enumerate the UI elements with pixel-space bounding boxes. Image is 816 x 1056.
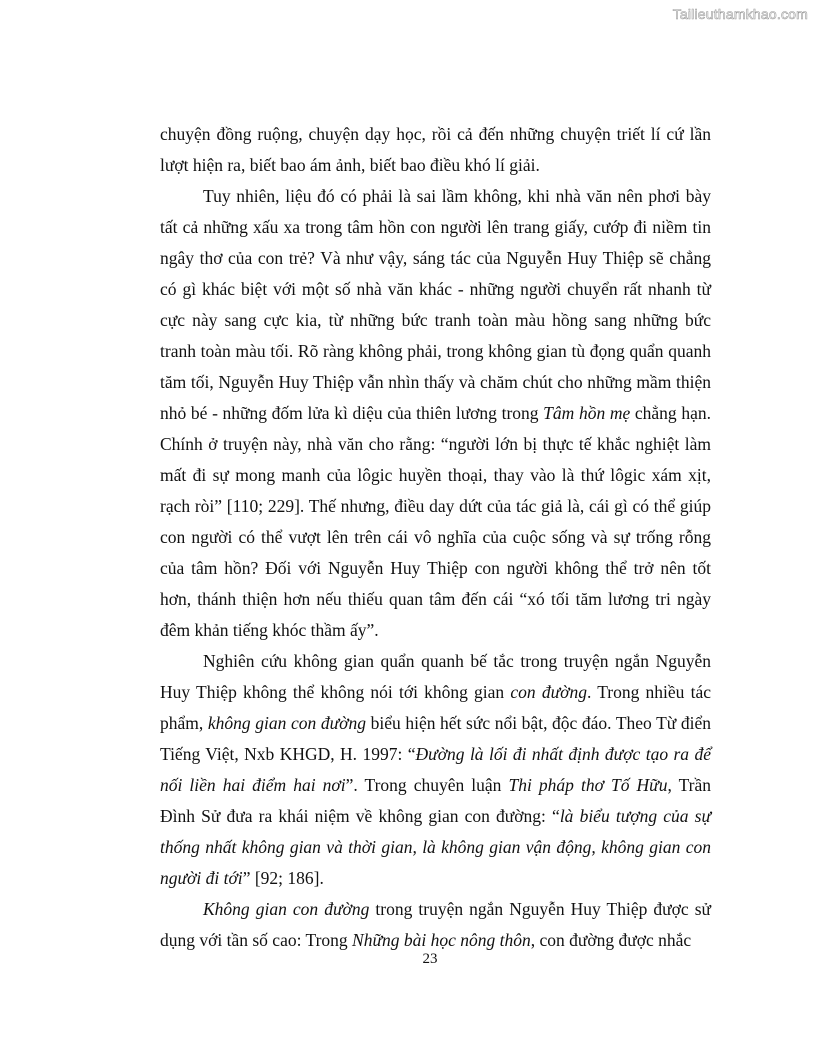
paragraph-2 (160, 181, 711, 646)
text-segment: Nghiên cứu không gian quẩn quanh bế tắc trong truyện ngắn Nguyễn Huy Thiệp không thể không nói tới không gian (160, 651, 711, 702)
text-segment: ” [92; 186]. (242, 868, 324, 888)
italic-quote: là biểu tượng của sự thống nhất không gian và thời gian, là không gian vận động, không gian con người đi tới (160, 806, 711, 888)
text-segment: ”. Trong chuyên luận (345, 775, 509, 795)
paragraph-4 (160, 894, 711, 956)
text-segment: trong truyện ngắn Nguyễn Huy Thiệp được sử dụng với tần số cao: Trong (160, 899, 712, 950)
paragraph-3 (160, 646, 711, 894)
page-number: 23 (422, 951, 438, 967)
italic-term: Không gian con đường (203, 899, 370, 919)
text-segment: chuyện đồng ruộng, chuyện dạy học, rồi cả đến những chuyện triết lí cứ lần lượt hiện ra, biết bao ám ảnh, biết bao điều khó lí giải. (160, 124, 711, 175)
text-segment: chẳng hạn. Chính ở truyện này, nhà văn cho rằng: “người lớn bị thực tế khắc nghiệt làm mất đi sự mong manh của lôgic huyền thoại, thay vào là thứ lôgic xám xịt, rạch ròi” [110; 229]. Thế nhưng, điều day dứt của tác giả là, cái gì có thể giúp con người có thể vượt lên trên cái vô nghĩa của cuộc sống và sự trống rỗng của tâm hồn? Đối với Nguyễn Huy Thiệp con người không thể trở nên tốt hơn, thánh thiện hơn nếu thiếu quan tâm đến cái “xó tối tăm lương tri ngày đêm khản tiếng khóc thầm ấy”. (160, 403, 711, 640)
text-segment: Tuy nhiên, liệu đó có phải là sai lầm không, khi nhà văn nên phơi bày tất cả những xấu xa trong tâm hồn con người lên trang giấy, cướp đi niềm tin ngây thơ của con trẻ? Và như vậy, sáng tác của Nguyễn Huy Thiệp sẽ chẳng có gì khác biệt với một số nhà văn khác - những người chuyển rất nhanh từ cực này sang cực kia, từ những bức tranh toàn màu hồng sang những bức tranh toàn màu tối. Rõ ràng không phải, trong không gian tù đọng quẩn quanh tăm tối, Nguyễn Huy Thiệp vẫn nhìn thấy và chăm chút cho những mầm thiện nhỏ bé - những đốm lửa kì diệu của thiên lương trong (160, 186, 711, 423)
work-title-italic: Thi pháp thơ Tố Hữu (508, 775, 668, 795)
text-segment: . Trong nhiều tác phẩm, (160, 682, 711, 733)
text-segment: biểu hiện hết sức nổi bật, độc đáo. Theo Từ điển Tiếng Việt, Nxb KHGD, H. 1997: “ (160, 713, 712, 764)
watermark-text: Tailieuthamkhao.com (672, 6, 808, 22)
italic-quote: Đường là lối đi nhất định được tạo ra để nối liền hai điểm hai nơi (160, 744, 711, 795)
document-body (160, 119, 711, 956)
italic-term: con đường (510, 682, 587, 702)
paragraph-1 (160, 119, 711, 181)
text-segment: , con đường được nhắc (530, 930, 692, 950)
text-segment: , Trần Đình Sử đưa ra khái niệm về không gian con đường: “ (160, 775, 711, 826)
italic-term: không gian con đường (207, 713, 366, 733)
work-title-italic: Tâm hồn mẹ (543, 403, 631, 423)
work-title-italic: Những bài học nông thôn (352, 930, 531, 950)
